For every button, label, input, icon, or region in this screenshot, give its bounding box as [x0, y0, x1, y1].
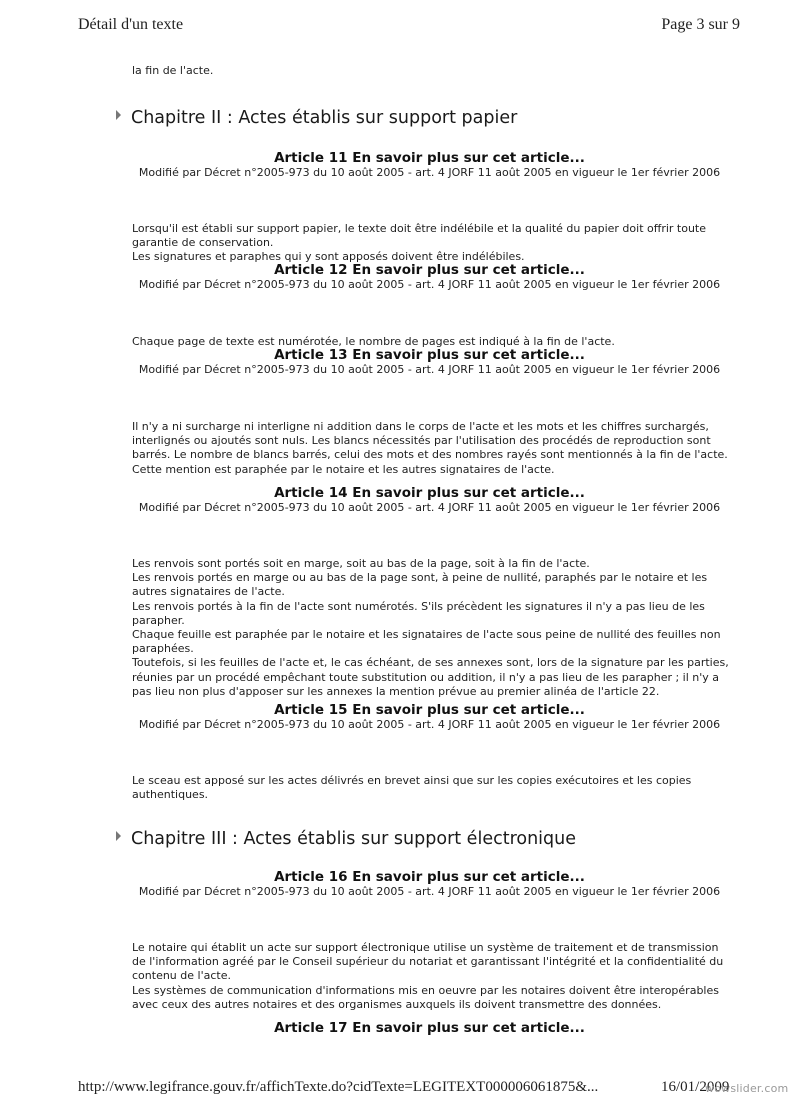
article-body-16 — [132, 941, 732, 1012]
article-body-13 — [132, 420, 732, 477]
paragraph: Chaque feuille est paraphée par le notaire et les signataires de l'acte sous peine de nullité des feuilles non paraphées. — [132, 628, 721, 656]
paragraph: Le sceau est apposé sur les actes délivrés en brevet ainsi que sur les copies exécutoires et les copies authentiques. — [132, 774, 692, 802]
article-header-12 — [132, 262, 727, 292]
triangle-right-icon — [116, 110, 121, 120]
article-modification: Modifié par Décret n°2005-973 du 10 août 2005 - art. 4 JORF 11 août 2005 en vigueur le 1er février 2006 — [138, 501, 721, 514]
paragraph: Les signatures et paraphes qui y sont apposés doivent être indélébiles. — [132, 250, 525, 264]
paragraph: Le notaire qui établit un acte sur support électronique utilise un système de traitement et de transmission de l'information agréé par le Conseil supérieur du notariat et garantissant l'intégrité et la confidentialité du contenu de l'acte. — [132, 941, 724, 983]
article-modification: Modifié par Décret n°2005-973 du 10 août 2005 - art. 4 JORF 11 août 2005 en vigueur le 1er février 2006 — [138, 885, 721, 898]
document-title: Détail d'un texte — [78, 16, 184, 33]
article-link-16[interactable]: Article 16 En savoir plus sur cet article... — [274, 869, 585, 885]
article-modification: Modifié par Décret n°2005-973 du 10 août 2005 - art. 4 JORF 11 août 2005 en vigueur le 1er février 2006 — [138, 363, 721, 376]
article-modification: Modifié par Décret n°2005-973 du 10 août 2005 - art. 4 JORF 11 août 2005 en vigueur le 1er février 2006 — [138, 166, 721, 179]
article-header-16 — [132, 869, 727, 899]
paragraph: Toutefois, si les feuilles de l'acte et, le cas échéant, de ses annexes sont, lors de la signature par les parties, réunies par un procédé empêchant toute substitution ou addition, il n'y a pas lieu de les parapher ; il n'y a pas lieu non plus d'apposer sur les annexes la mention prévue au premier alinéa de l'article 22. — [132, 656, 729, 698]
article-link-14[interactable]: Article 14 En savoir plus sur cet article... — [274, 485, 585, 501]
article-link-17[interactable]: Article 17 En savoir plus sur cet article... — [274, 1020, 585, 1036]
paragraph: Les renvois portés à la fin de l'acte sont numérotés. S'ils précèdent les signatures il n'y a pas lieu de les parapher. — [132, 599, 705, 627]
paragraph: Les renvois portés en marge ou au bas de la page sont, à peine de nullité, paraphés par le notaire et les autres signataires de l'acte. — [132, 571, 708, 599]
article-body-14 — [132, 557, 732, 699]
article-header-15 — [132, 702, 727, 732]
triangle-right-icon — [116, 831, 121, 841]
article-body-11 — [132, 222, 732, 265]
article-modification: Modifié par Décret n°2005-973 du 10 août 2005 - art. 4 JORF 11 août 2005 en vigueur le 1er février 2006 — [138, 718, 721, 731]
source-url: http://www.legifrance.gouv.fr/affichTexte.do?cidTexte=LEGITEXT000006061875&... — [78, 1079, 599, 1095]
paragraph: Il n'y a ni surcharge ni interligne ni addition dans le corps de l'acte et les mots et les chiffres surchargés, interlignés ou ajoutés sont nuls. Les blancs nécessités par l'utilisation des procédés de reproduction sont barrés. Le nombre de blancs barrés, celui des mots et des nombres rayés sont mentionnés à la fin de l'acte. Cette mention est paraphée par le notaire et les autres signataires de l'acte. — [132, 420, 728, 476]
article-link-13[interactable]: Article 13 En savoir plus sur cet article... — [274, 347, 585, 363]
article-body-15 — [132, 774, 732, 802]
article-header-11 — [132, 150, 727, 180]
paragraph: Les renvois sont portés soit en marge, soit au bas de la page, soit à la fin de l'acte. — [132, 557, 590, 570]
article-link-12[interactable]: Article 12 En savoir plus sur cet article... — [274, 262, 585, 278]
article-link-15[interactable]: Article 15 En savoir plus sur cet article... — [274, 702, 585, 718]
article-header-17 — [132, 1020, 727, 1036]
chapter-heading-ii: Chapitre II : Actes établis sur support papier — [116, 108, 517, 128]
page-indicator: Page 3 sur 9 — [661, 16, 740, 33]
article-header-14 — [132, 485, 727, 515]
paragraph: Les systèmes de communication d'informations mis en oeuvre par les notaires doivent être interopérables avec ceux des autres notaires et des organismes auxquels ils doivent transmettre des données. — [132, 983, 719, 1011]
print-date: 16/01/2009 — [661, 1079, 730, 1095]
watermark: wowslider.com — [705, 1082, 789, 1095]
leading-text: la fin de l'acte. — [132, 64, 214, 77]
chapter-heading-iii: Chapitre III : Actes établis sur support électronique — [116, 829, 576, 849]
article-header-13 — [132, 347, 727, 377]
article-link-11[interactable]: Article 11 En savoir plus sur cet article... — [274, 150, 585, 166]
article-modification: Modifié par Décret n°2005-973 du 10 août 2005 - art. 4 JORF 11 août 2005 en vigueur le 1er février 2006 — [138, 278, 721, 291]
paragraph: Lorsqu'il est établi sur support papier, le texte doit être indélébile et la qualité du papier doit offrir toute garantie de conservation. — [132, 222, 707, 250]
paragraph: Chaque page de texte est numérotée, le nombre de pages est indiqué à la fin de l'acte. — [132, 335, 615, 348]
